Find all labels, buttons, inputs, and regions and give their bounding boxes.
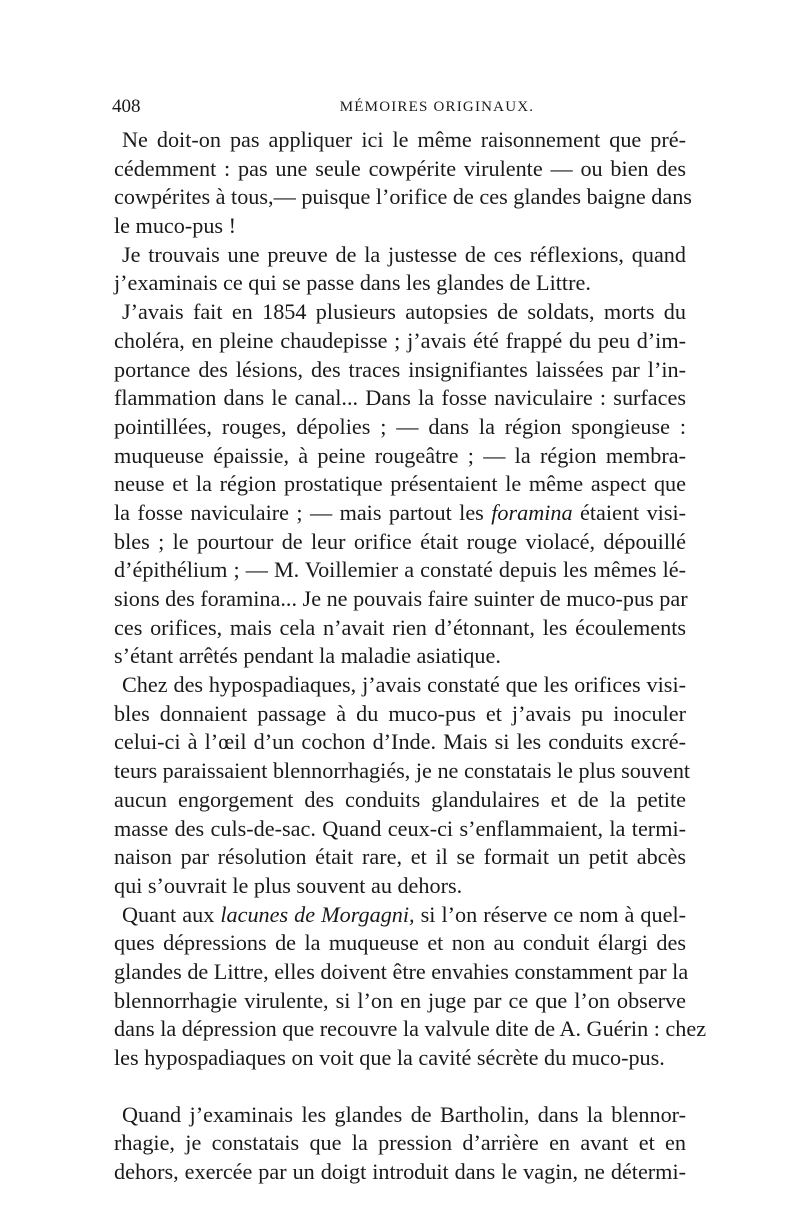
text-line: neuse et la région prostatique présentaient le même aspect que — [114, 471, 686, 497]
paragraph-6 — [114, 1101, 686, 1187]
text-line: Ne doit-on pas appliquer ici le même raisonnement que pré- — [122, 127, 686, 152]
text-line: blennorrhagie virulente, si l’on en juge par ce que l’on observe — [114, 987, 686, 1013]
text-segment: si l’on réserve ce nom à quel- — [420, 901, 687, 927]
paragraph-2 — [114, 241, 686, 298]
text-segment: étaient visi- — [580, 499, 687, 525]
text-line: qui s’ouvrait le plus souvent au dehors. — [114, 872, 463, 898]
text-line: bles donnaient passage à du muco-pus et j’avais pu inoculer — [114, 700, 686, 726]
paragraph-gap — [114, 1073, 686, 1101]
text-segment: la fosse naviculaire ; — mais partout les — [114, 499, 484, 525]
running-header — [112, 94, 692, 120]
paragraph-3 — [114, 298, 686, 671]
paragraph-1 — [114, 126, 692, 241]
italic-term: lacunes de Morgagni, — [220, 901, 415, 927]
italic-term: foramina — [491, 499, 573, 525]
text-line: choléra, en pleine chaudepisse ; j’avais été frappé du peu d’im- — [114, 327, 686, 353]
text-line: portance des lésions, des traces insignifiantes laissées par l’in- — [114, 356, 686, 382]
running-title: MÉMOIRES ORIGINAUX. — [339, 99, 535, 115]
text-line: rhagie, je constatais que la pression d’arrière en avant et en — [114, 1130, 686, 1156]
text-line: les hypospadiaques on voit que la cavité sécrète du muco-pus. — [114, 1045, 665, 1070]
body-text — [114, 126, 707, 1187]
text-line: s’étant arrêtés pendant la maladie asiatique. — [114, 643, 501, 669]
text-line: celui-ci à l’œil d’un cochon d’Inde. Mais si les conduits excré- — [114, 729, 686, 755]
text-line: cédemment : pas une seule cowpérite virulente — ou bien des — [114, 155, 686, 181]
text-line: Quand j’examinais les glandes de Bartholin, dans la blennor- — [122, 1101, 686, 1127]
text-line: dans la dépression que recouvre la valvule dite de A. Guérin : chez — [114, 1016, 707, 1042]
text-segment: Quant aux — [122, 901, 215, 927]
text-line: ces orifices, mais cela n’avait rien d’étonnant, les écoulements — [114, 614, 686, 640]
text-line: bles ; le pourtour de leur orifice était rouge violacé, dépouillé — [114, 528, 686, 554]
paragraph-4 — [114, 671, 691, 901]
page-number: 408 — [112, 96, 141, 117]
text-line: masse des culs-de-sac. Quand ceux-ci s’enflammaient, la termi- — [114, 815, 686, 841]
text-line: teurs paraissaient blennorrhagiés, je ne constatais le plus souvent — [114, 758, 691, 784]
text-line: ques dépressions de la muqueuse et non au conduit élargi des — [114, 930, 686, 956]
text-line: pointillées, rouges, dépolies ; — dans la région spongieuse : — [114, 413, 686, 439]
text-line: J’avais fait en 1854 plusieurs autopsies de soldats, morts du — [122, 299, 686, 325]
text-line: flammation dans le canal... Dans la fosse naviculaire : surfaces — [114, 385, 686, 411]
text-line: d’épithélium ; — M. Voillemier a constaté depuis les mêmes lé- — [114, 557, 686, 583]
text-line: glandes de Littre, elles doivent être envahies constamment par la — [114, 958, 689, 984]
text-line: le muco-pus ! — [114, 213, 236, 239]
text-line: cowpérites à tous,— puisque l’orifice de ces glandes baigne dans — [114, 184, 692, 210]
text-line-mixed — [114, 499, 686, 528]
text-line: sions des foramina... Je ne pouvais faire suinter de muco-pus par — [114, 586, 688, 611]
text-line: Je trouvais une preuve de la justesse de ces réflexions, quand — [122, 241, 686, 267]
text-line-mixed — [114, 901, 686, 930]
paragraph-5 — [114, 901, 707, 1073]
text-line: aucun engorgement des conduits glandulaires et de la petite — [114, 786, 686, 812]
text-line: dehors, exercée par un doigt introduit dans le vagin, ne détermi- — [114, 1159, 686, 1185]
text-line: j’examinais ce qui se passe dans les glandes de Littre. — [114, 270, 591, 296]
text-line: muqueuse épaissie, à peine rougeâtre ; — la région membra- — [114, 442, 686, 468]
text-line: naison par résolution était rare, et il se formait un petit abcès — [114, 844, 686, 870]
text-line: Chez des hypospadiaques, j’avais constaté que les orifices visi- — [122, 672, 686, 698]
